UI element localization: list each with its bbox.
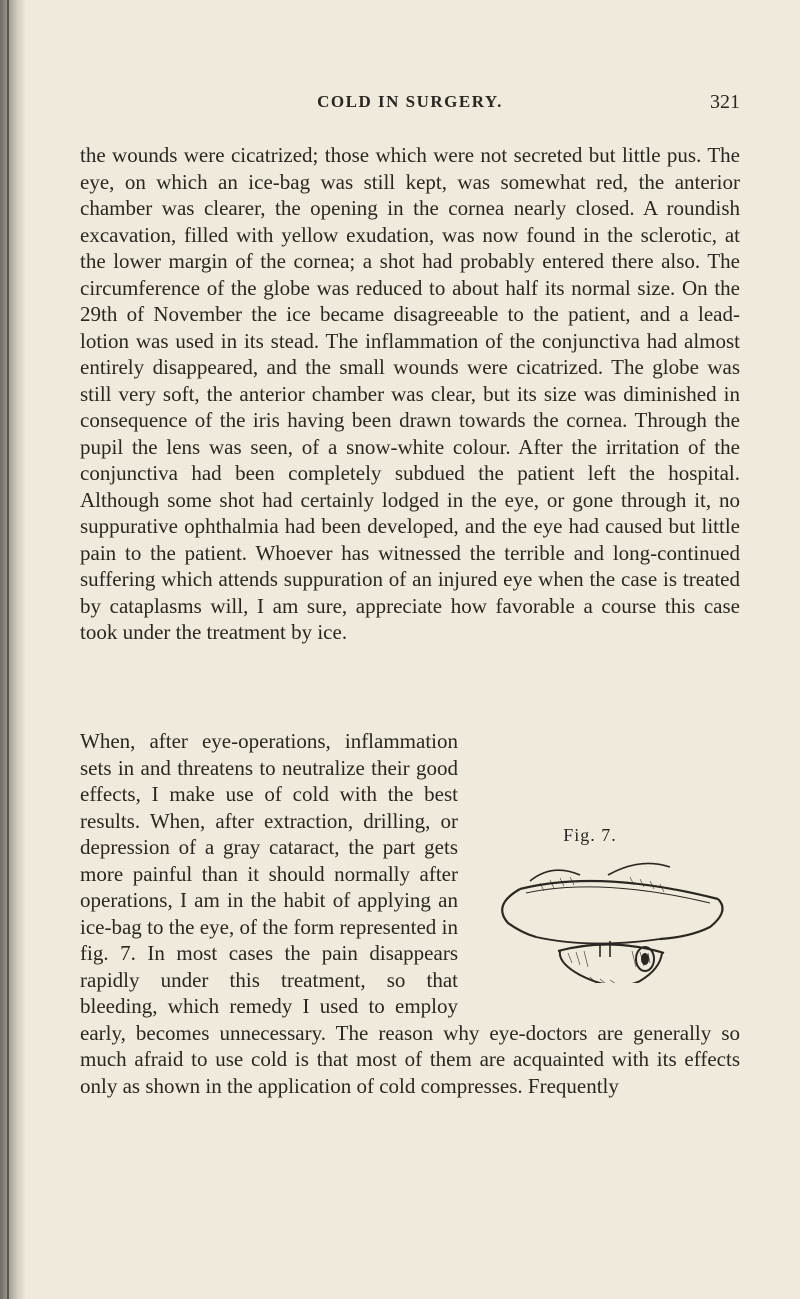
page-spine-shadow: [0, 0, 26, 1299]
ice-bag-illustration: [440, 853, 740, 983]
ice-bag-upper-inner: [526, 887, 710, 903]
page-spine-edge: [7, 0, 9, 1299]
ice-bag-rim-top-left: [530, 870, 580, 881]
figure-7: [440, 825, 740, 980]
ice-bag-lower-edge: [536, 937, 660, 944]
ice-bag-rim-top-right: [608, 863, 670, 875]
ice-bag-right-side: [660, 899, 723, 939]
body-paragraph-2: When, after eye-operations, inflammation sets in and threatens to neutralize their good effects, I make use of cold with the best results. When, after extraction, drilling, or depression of a gray cataract, the part gets more painful than it should normally after operations, I am in the habit of applying an ice-bag to the eye, of the form represented in fig. 7. In most cases the pain disappears rapidly under this treatment, so that bleeding, which remedy I used to employ early, becomes unnecessary. The reason why eye-doctors are generally so much afraid to use cold is that most of them are acquainted with its effects only as shown in the application of cold compresses. Frequently: [80, 729, 740, 1098]
ice-bag-left-side: [502, 889, 536, 937]
running-head: [80, 92, 740, 122]
body-paragraph-1: the wounds were cicatrized; those which were not secreted but little pus. The eye, on which an ice-bag was still kept, was somewhat red, the anterior chamber was clearer, the opening in the cornea nearly closed. A roundish excavation, filled with yellow exudation, was now found in the sclerotic, at the lower margin of the cornea; a shot had probably entered there also. The circumference of the globe was reduced to about half its normal size. On the 29th of November the ice became disagreeable to the patient, and a lead-lotion was used in its stead. The inflammation of the conjunctiva had almost entirely disappeared, and the small wounds were cicatrized. The globe was still very soft, the anterior chamber was clear, but its size was diminished in consequence of the iris having been drawn towards the cornea. Through the pupil the lens was seen, of a snow-white colour. After the irritation of the conjunctiva had been completely subdued the patient left the hospital. Although some shot had certainly lodged in the eye, or gone through it, no suppurative ophthalmia had been developed, and the eye had caused but little pain to the patient. Whoever has witnessed the terrible and long-continued suffering which attends suppuration of an injured eye when the case is treated by cataplasms will, I am sure, appreciate how favorable a course this case took under the treatment by ice.: [80, 143, 740, 644]
page-title: COLD IN SURGERY.: [317, 92, 503, 111]
ice-bag-upper-edge: [520, 881, 718, 899]
figure-caption: Fig. 7.: [563, 825, 617, 845]
page-number: 321: [710, 91, 740, 113]
